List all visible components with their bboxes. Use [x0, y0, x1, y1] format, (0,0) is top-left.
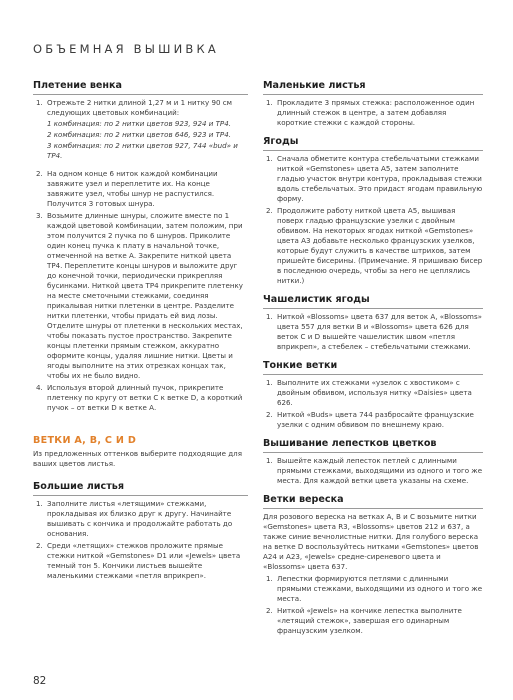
section-title-wreath: Плетение венка	[33, 80, 123, 91]
section-rule	[33, 495, 248, 496]
section-title-petals: Вышивание лепестков цветков	[263, 438, 437, 449]
list-item: 1. Заполните листья «летящими» стежками, прокладывая их близко друг к другу. Начинайте вышивать с кончика и продолжайте работать до основания.	[36, 499, 233, 538]
right-column	[263, 80, 483, 638]
list-item: 1. Выполните их стежками «узелок с хвостиком» с двойным обвивом, используя нитку «Daisies» цвета 626.	[266, 378, 472, 407]
list-item: 2. Среди «летящих» стежков проложите прямые стежки ниткой «Gemstones» D1 или «Jewels» цвета темный тон 5. Кончики листьев вышейте маленькими стежками «петля вприкреп».	[36, 541, 241, 580]
section-rule	[263, 150, 483, 151]
combination-3: 3 комбинация: по 2 нитки цветов 927, 744 «bud» и ТР4.	[47, 141, 238, 160]
section-title-small-leaves: Маленькие листья	[263, 80, 366, 91]
section-rule	[263, 94, 483, 95]
section-title-big-leaves: Большие листья	[33, 481, 124, 492]
list-item: 1. Ниткой «Blossoms» цвета 637 для веток А, «Blossoms» цвета 557 для ветки В и «Blossoms» цвета 626 для веток С и D вышейте чашелистик швом «петля вприкреп», а стебелек – стебельчатыми стежками.	[266, 312, 482, 351]
section-title-thin-branches: Тонкие ветки	[263, 360, 338, 371]
section-rule	[263, 508, 483, 509]
list-item: 1. Лепестки формируются петлями с длинными прямыми стежками, выходящими из одного и того же места.	[266, 574, 483, 603]
section-title-calyx: Чашелистик ягоды	[263, 294, 370, 305]
list-item: 3. Возьмите длинные шнуры, сложите вместе по 1 каждой цветовой комбинации, затем положим, при этом получится 2 пучка по 6 шнуров. Приколите один конец пучка к плату в начальной точке, отмеченной на ветке А. Закрепите ниткой цвета ТР4. Переплетите концы шнуров и выложите друг до конечной точки, периодически прикрепляя бусинками. Ниткой цвета ТР4 прикрепите плетенку на месте сметочными стежками, соединяя прикалывая нитки плетенки в центре. Разделите нитки плетенки, чтобы придать ей вид лозы. Отделите шнуры от плетенки в нескольких местах, чтобы показать пустое пространство. Закрепите концы плетенки прямым стежком, аккуратно оформите концы, удаляя лишние нитки. Цветы и ягоды выполните на этих отрезках концах так, чтобы их не было видно.	[36, 211, 243, 380]
combination-1: 1 комбинация: по 2 нитки цветов 923, 924 и ТР4.	[47, 119, 231, 128]
section-rule	[263, 452, 483, 453]
list-item: 4. Используя второй длинный пучок, прикрепите плетенку по кругу от ветки С к ветке D, а короткий пучок – от ветки D к ветке А.	[36, 383, 243, 412]
wreath-steps	[33, 98, 248, 413]
list-item: 1. Прокладите 3 прямых стежка: расположенное один длинный стежок в центре, а затем добавляя короткие стежки с каждой стороны.	[266, 98, 475, 127]
list-item: 1. Сначала обметите контура стебельчатыми стежками ниткой «Gemstones» цвета А5, затем заполните гладью участок внутри контура, прокладывая стежки вдоль стебельчатых. Это придаст ягодам правильную форму.	[266, 154, 483, 203]
left-column	[33, 80, 248, 583]
branches-intro: Из предложенных оттенков выберите подходящие для ваших цветов листья.	[33, 449, 242, 468]
combination-2: 2 комбинация: по 2 нитки цветов 646, 923 и ТР4.	[47, 130, 231, 139]
list-item: 2. Ниткой «Jewels» на кончике лепестка выполните «летящий стежок», завершая его одинарным французским узелком.	[266, 606, 462, 635]
big-leaves-steps	[33, 499, 248, 581]
running-head: ОБЪЕМНАЯ ВЫШИВКА	[33, 42, 219, 56]
page-number: 82	[33, 675, 47, 687]
section-title-berries: Ягоды	[263, 136, 299, 147]
list-item: 1. Отрежьте 2 нитки длиной 1,27 м и 1 нитку 90 см следующих цветовых комбинаций: 1 комбинация: по 2 нитки цветов 923, 924 и ТР4. 2 комбинация: по 2 нитки цветов 646, 923 и ТР4. 3 комбинация: по 2 нитки цветов 927, 744 «bud» и ТР4.	[33, 98, 248, 161]
list-item: 2. Продолжите работу ниткой цвета А5, вышивая поверх гладью французские узелки с двойным обвивом. На некоторых ягодах ниткой «Gemstones» цвета А3 добавьте несколько французских узелков, которые будут служить в качестве штрихов, затем пришейте бисерины. (Примечание. Я пришиваю бисер в последнюю очередь, чтобы за него не цеплялись нитки.)	[266, 206, 483, 285]
list-item: 2. На одном конце 6 ниток каждой комбинации завяжите узел и переплетите их. На конце завяжите узел, чтобы шнур не распустился. Получится 3 готовых шнура.	[36, 169, 218, 208]
section-rule	[263, 308, 483, 309]
section-rule	[33, 94, 248, 95]
section-title-branches: ВЕТКИ А, В, С И D	[33, 435, 137, 446]
list-item: 2. Ниткой «Buds» цвета 744 разбросайте французские узелки с одним обвивом по внешнему краю.	[266, 410, 474, 429]
section-title-heather: Ветки вереска	[263, 494, 344, 505]
heather-intro: Для розового вереска на ветках А, В и С возьмите нитки «Gemstones» цвета R3, «Blossoms» цветов 212 и 637, а также синие вечнолистные нитки. Для голубого вереска на ветке D воспользуйтесь нитками «Gemstones» цветов А24 и А23, «Jewels» средне-сиреневого цвета и «Blossoms» цвета 637.	[263, 512, 479, 571]
section-rule	[263, 374, 483, 375]
list-item: 1. Вышейте каждый лепесток петлей с длинными прямыми стежками, выходящими из одного и того же места. Для каждой ветки цвета указаны на схеме.	[266, 456, 483, 485]
